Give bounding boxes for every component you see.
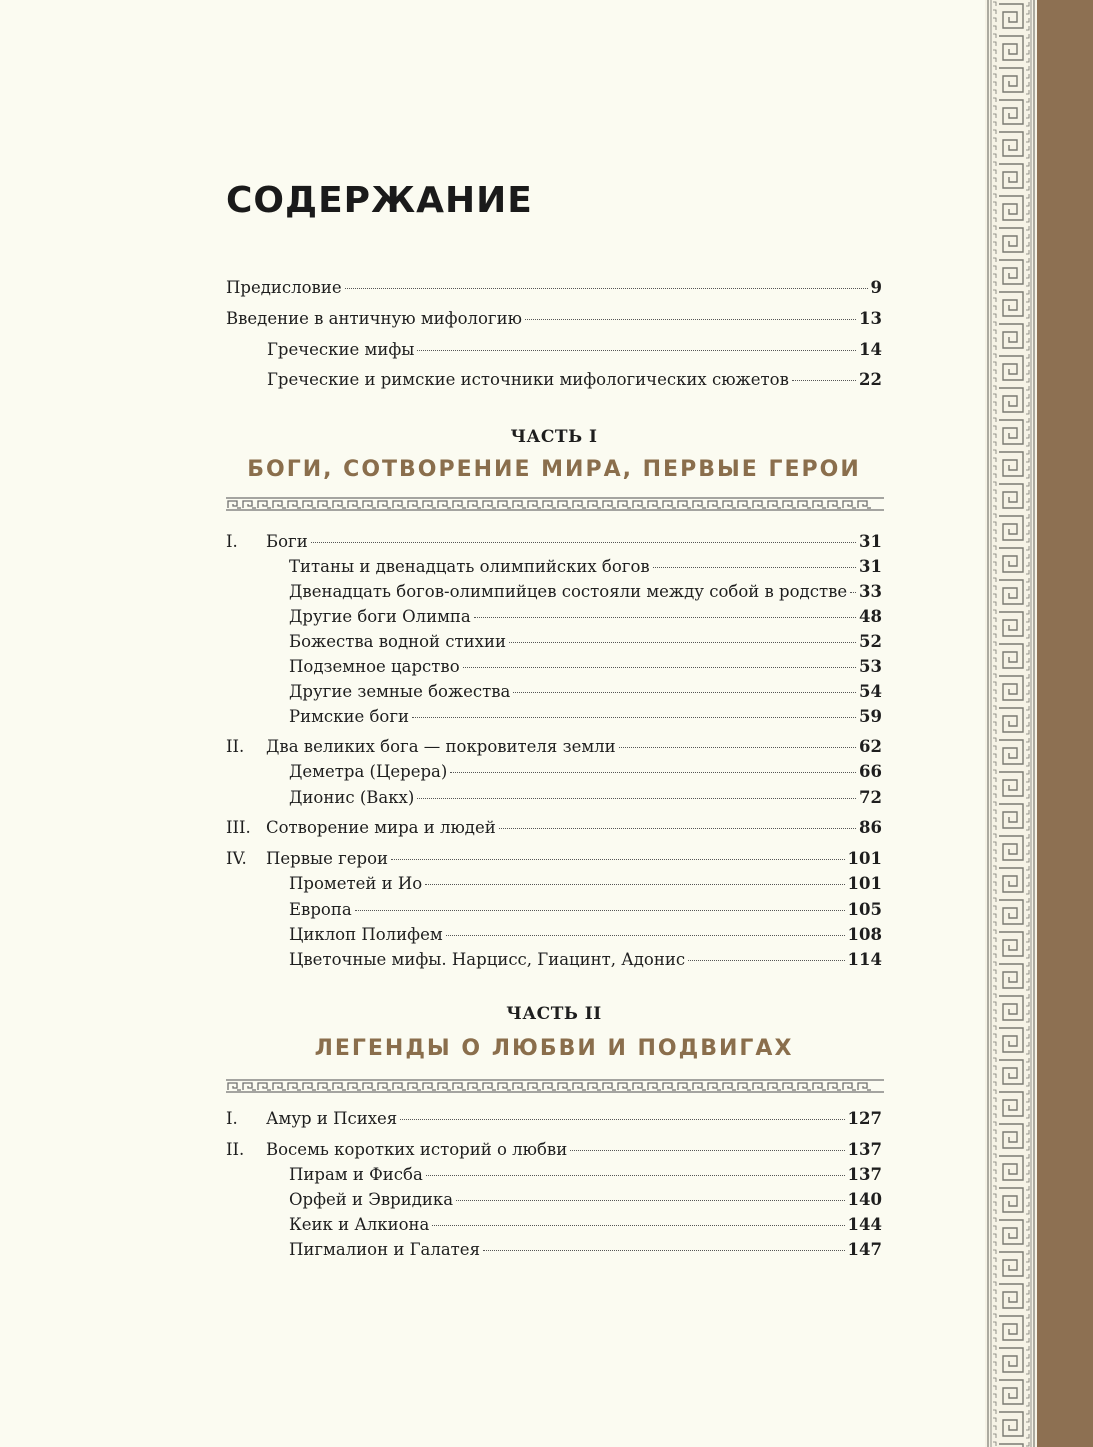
- toc-entry-text: Введение в античную мифологию: [226, 309, 522, 328]
- toc-page-number: 147: [847, 1240, 882, 1259]
- toc-entry-text: Пирам и Фисба: [289, 1165, 423, 1184]
- toc-entry[interactable]: [289, 948, 882, 972]
- toc-entry[interactable]: [226, 847, 882, 871]
- toc-page-number: 59: [859, 707, 882, 726]
- toc-entry-text: Римские боги: [289, 707, 410, 726]
- toc-page-number: 140: [847, 1190, 882, 1209]
- dot-leader: [513, 692, 856, 693]
- toc-page-number: 105: [847, 900, 882, 919]
- toc-entry-text: Другие боги Олимпа: [289, 607, 471, 626]
- dot-leader: [474, 617, 856, 618]
- toc-entry-text: Восемь коротких историй о любви: [266, 1140, 568, 1159]
- dot-leader: [400, 1119, 844, 1120]
- chapter-numeral: IV.: [226, 849, 247, 868]
- toc-page-number: 22: [859, 370, 882, 389]
- dot-leader: [792, 380, 856, 381]
- dot-leader: [426, 1175, 845, 1176]
- toc-entry[interactable]: [289, 655, 882, 679]
- toc-page-number: 14: [859, 340, 882, 359]
- dot-leader: [509, 642, 856, 643]
- toc-entry-text: Двенадцать богов-олимпийцев состояли между собой в родстве: [289, 582, 848, 601]
- toc-entry[interactable]: [289, 680, 882, 704]
- toc-entry[interactable]: [226, 307, 882, 331]
- dot-leader: [446, 935, 845, 936]
- toc-entry-text: Подземное царство: [289, 657, 460, 676]
- toc-entry-text: Предисловие: [226, 278, 342, 297]
- toc-entry-text: Прометей и Ио: [289, 874, 423, 893]
- toc-entry[interactable]: [289, 1213, 882, 1237]
- meander-divider: [226, 497, 884, 511]
- toc-entry-text: Греческие и римские источники мифологических сюжетов: [267, 370, 789, 389]
- toc-entry-text: Орфей и Эвридика: [289, 1190, 454, 1209]
- toc-entry-text: Дионис (Вакх): [289, 788, 415, 807]
- part-title: БОГИ, СОТВОРЕНИЕ МИРА, ПЕРВЫЕ ГЕРОИ: [247, 457, 861, 482]
- toc-entry[interactable]: [289, 1163, 882, 1187]
- toc-entry-text: Цветочные мифы. Нарцисс, Гиацинт, Адонис: [289, 950, 686, 969]
- toc-entry-text: Европа: [289, 900, 352, 919]
- toc-page-number: 108: [847, 925, 882, 944]
- meander-divider: [226, 1079, 884, 1093]
- chapter-numeral: I.: [226, 532, 238, 551]
- dot-leader: [311, 542, 856, 543]
- toc-entry-text: Греческие мифы: [267, 340, 415, 359]
- toc-entry[interactable]: [267, 368, 882, 392]
- toc-entry-text: Сотворение мира и людей: [266, 818, 496, 837]
- toc-page-number: 127: [847, 1109, 882, 1128]
- toc-page-number: 31: [859, 532, 882, 551]
- toc-page-number: 144: [847, 1215, 882, 1234]
- toc-page-number: 31: [859, 557, 882, 576]
- toc-entry[interactable]: [226, 1107, 882, 1131]
- toc-page-number: 86: [859, 818, 882, 837]
- toc-entry[interactable]: [226, 735, 882, 759]
- dot-leader: [525, 319, 856, 320]
- toc-page-number: 9: [870, 278, 882, 297]
- dot-leader: [345, 288, 868, 289]
- dot-leader: [425, 884, 844, 885]
- toc-page-number: 66: [859, 762, 882, 781]
- dot-leader: [653, 567, 856, 568]
- chapter-numeral: I.: [226, 1109, 238, 1128]
- toc-entry[interactable]: [289, 580, 882, 604]
- dot-leader: [619, 747, 856, 748]
- page-title: СОДЕРЖАНИЕ: [226, 180, 533, 221]
- brown-edge-band: [1037, 0, 1093, 1447]
- toc-entry-text: Кеик и Алкиона: [289, 1215, 430, 1234]
- toc-entry-text: Амур и Психея: [266, 1109, 398, 1128]
- toc-entry[interactable]: [289, 898, 882, 922]
- toc-page-number: 53: [859, 657, 882, 676]
- toc-entry[interactable]: [226, 1138, 882, 1162]
- dot-leader: [456, 1200, 845, 1201]
- toc-page-number: 72: [859, 788, 882, 807]
- toc-page-number: 13: [859, 309, 882, 328]
- toc-page-number: 137: [847, 1165, 882, 1184]
- toc-entry-text: Боги: [266, 532, 308, 551]
- toc-entry[interactable]: [289, 923, 882, 947]
- greek-key-border: [985, 0, 1037, 1447]
- toc-entry[interactable]: [289, 760, 882, 784]
- dot-leader: [412, 717, 856, 718]
- toc-page-number: 54: [859, 682, 882, 701]
- chapter-numeral: II.: [226, 737, 245, 756]
- part-label: ЧАСТЬ II: [506, 1004, 602, 1024]
- dot-leader: [417, 350, 856, 351]
- dot-leader: [570, 1150, 844, 1151]
- dot-leader: [450, 772, 856, 773]
- toc-page-number: 114: [847, 950, 882, 969]
- toc-page-number: 101: [847, 849, 882, 868]
- toc-entry[interactable]: [226, 276, 882, 300]
- toc-entry-text: Другие земные божества: [289, 682, 511, 701]
- toc-entry-text: Титаны и двенадцать олимпийских богов: [289, 557, 650, 576]
- toc-entry[interactable]: [267, 338, 882, 362]
- chapter-numeral: II.: [226, 1140, 245, 1159]
- part-label: ЧАСТЬ I: [510, 427, 598, 447]
- toc-entry-text: Деметра (Церера): [289, 762, 448, 781]
- toc-entry-text: Два великих бога — покровителя земли: [266, 737, 616, 756]
- toc-entry[interactable]: [289, 555, 882, 579]
- dot-leader: [355, 910, 845, 911]
- toc-entry-text: Божества водной стихии: [289, 632, 506, 651]
- toc-page-number: 62: [859, 737, 882, 756]
- dot-leader: [850, 592, 856, 593]
- toc-entry-text: Пигмалион и Галатея: [289, 1240, 480, 1259]
- toc-entry[interactable]: [289, 605, 882, 629]
- toc-page-number: 101: [847, 874, 882, 893]
- toc-entry[interactable]: [289, 872, 882, 896]
- dot-leader: [463, 667, 856, 668]
- dot-leader: [483, 1250, 845, 1251]
- chapter-numeral: III.: [226, 818, 251, 837]
- toc-entry-text: Первые герои: [266, 849, 389, 868]
- toc-entry[interactable]: [289, 786, 882, 810]
- toc-entry[interactable]: [226, 816, 882, 840]
- toc-page-number: 137: [847, 1140, 882, 1159]
- toc-entry[interactable]: [226, 530, 882, 554]
- dot-leader: [499, 828, 856, 829]
- dot-leader: [417, 798, 856, 799]
- toc-entry[interactable]: [289, 1188, 882, 1212]
- dot-leader: [688, 960, 844, 961]
- toc-entry[interactable]: [289, 1238, 882, 1262]
- dot-leader: [391, 859, 844, 860]
- dot-leader: [432, 1225, 844, 1226]
- toc-page-number: 33: [859, 582, 882, 601]
- part-title: ЛЕГЕНДЫ О ЛЮБВИ И ПОДВИГАХ: [314, 1036, 794, 1061]
- toc-page-number: 48: [859, 607, 882, 626]
- toc-entry[interactable]: [289, 705, 882, 729]
- toc-entry[interactable]: [289, 630, 882, 654]
- toc-entry-text: Циклоп Полифем: [289, 925, 443, 944]
- toc-page-number: 52: [859, 632, 882, 651]
